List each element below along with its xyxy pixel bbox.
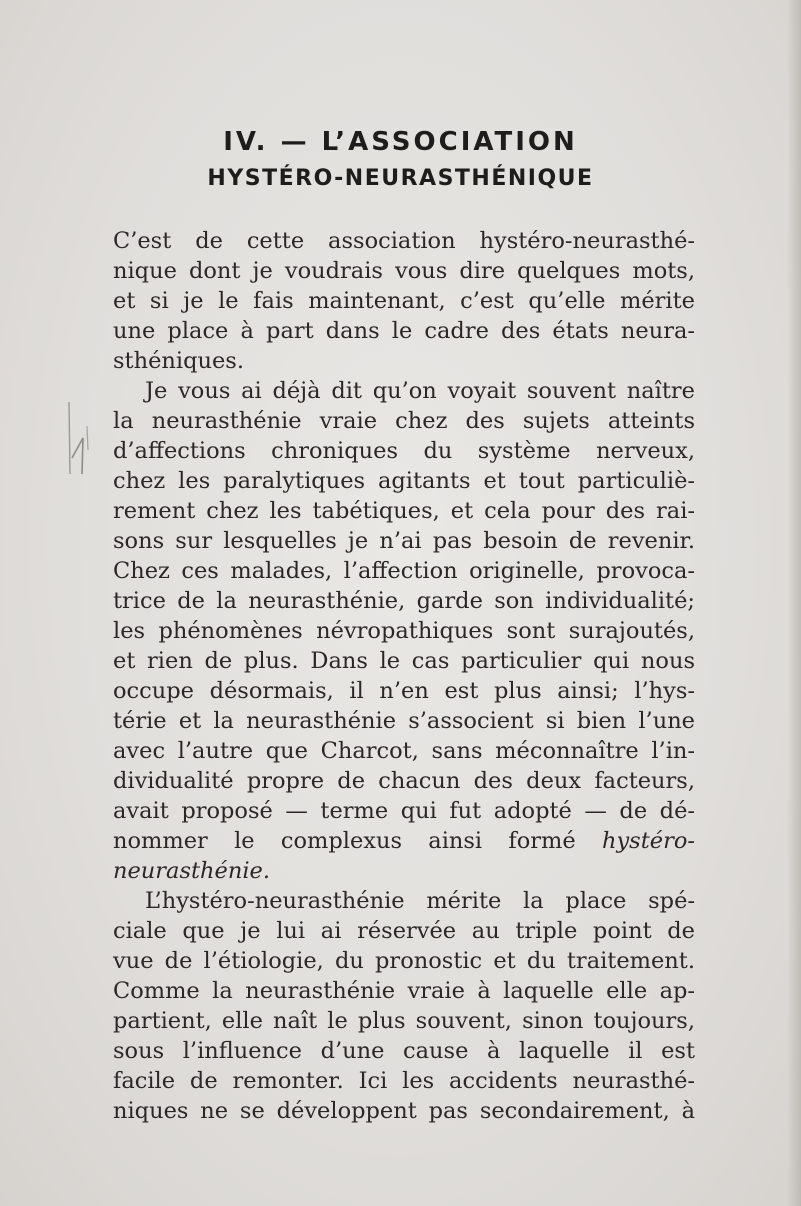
text-line-with-italic	[113, 826, 695, 856]
text-line: Comme la neurasthénie vraie à laquelle elle ap-	[113, 978, 695, 1004]
text-line: chez les paralytiques agitants et tout particuliè-	[113, 468, 695, 494]
text-line: Je vous ai déjà dit qu’on voyait souvent naître	[145, 378, 695, 404]
text-line: rement chez les tabétiques, et cela pour des rai-	[113, 498, 695, 524]
text-line: nique dont je voudrais vous dire quelques mots,	[113, 258, 695, 284]
text-line: une place à part dans le cadre des états neura-	[113, 318, 695, 344]
chapter-heading-line-1: IV. — L’ASSOCIATION	[223, 127, 578, 157]
text-line: Chez ces malades, l’affection originelle, provoca-	[113, 558, 695, 584]
text-line: les phénomènes névropathiques sont surajoutés,	[113, 618, 695, 644]
text-line: la neurasthénie vraie chez des sujets atteints	[113, 408, 695, 434]
text-line: L’hystéro-neurasthénie mérite la place spé-	[145, 888, 695, 914]
text-line: facile de remonter. Ici les accidents neurasthé-	[113, 1068, 695, 1094]
text-line: avait proposé — terme qui fut adopté — de dé-	[113, 798, 695, 824]
text-segment: nommer le complexus ainsi formé	[113, 828, 576, 854]
italic-term-continuation: neurasthénie.	[113, 858, 271, 884]
text-line: et si je le fais maintenant, c’est qu’elle mérite	[113, 288, 695, 314]
text-line-italic	[113, 856, 695, 886]
text-line: et rien de plus. Dans le cas particulier qui nous	[113, 648, 695, 674]
text-line: C’est de cette association hystéro-neurasthé-	[113, 228, 695, 254]
text-line: sons sur lesquelles je n’ai pas besoin de revenir.	[113, 528, 695, 554]
chapter-heading-line-2: HYSTÉRO-NEURASTHÉNIQUE	[207, 166, 594, 191]
text-line: vue de l’étiologie, du pronostic et du traitement.	[113, 948, 695, 974]
text-line: sthéniques.	[113, 348, 244, 374]
text-line: sous l’influence d’une cause à laquelle il est	[113, 1038, 695, 1064]
text-line: d’affections chroniques du système nerveux,	[113, 438, 695, 464]
text-line: dividualité propre de chacun des deux facteurs,	[113, 768, 695, 794]
text-line: térie et la neurasthénie s’associent si bien l’une	[113, 708, 695, 734]
text-line: occupe désormais, il n’en est plus ainsi; l’hys-	[113, 678, 695, 704]
text-line: niques ne se développent pas secondairement, à	[113, 1098, 695, 1124]
italic-term: hystéro-	[601, 828, 695, 854]
text-line: partient, elle naît le plus souvent, sinon toujours,	[113, 1008, 695, 1034]
pencil-margin-mark-icon	[63, 398, 97, 478]
text-line: ciale que je lui ai réservée au triple point de	[113, 918, 695, 944]
text-line: avec l’autre que Charcot, sans méconnaître l’in-	[113, 738, 695, 764]
text-line: trice de la neurasthénie, garde son individualité;	[113, 588, 695, 614]
